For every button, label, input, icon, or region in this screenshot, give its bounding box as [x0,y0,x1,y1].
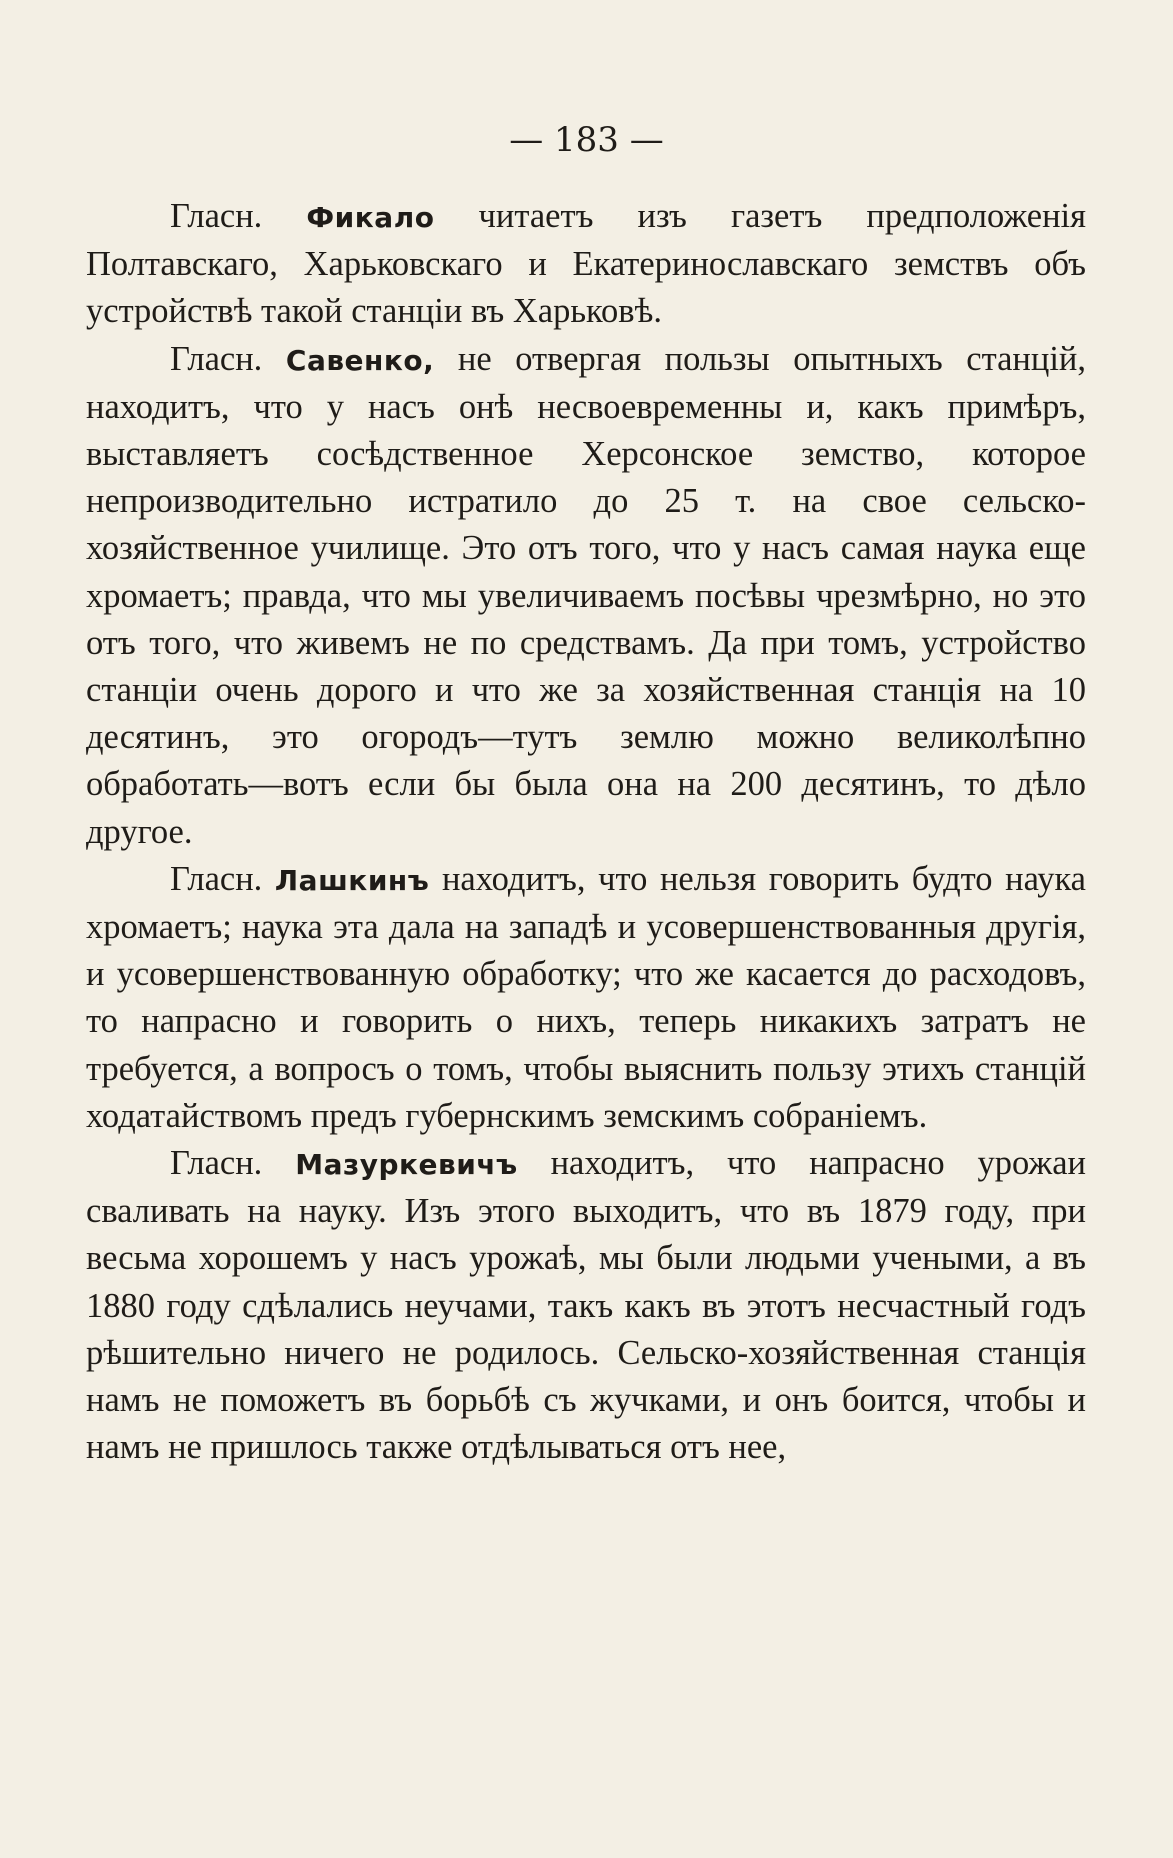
paragraph-lashkin [86,856,1086,1140]
page-number: — 183 — [509,120,664,160]
speaker-name: Лашкинъ [274,863,430,897]
speaker-name: Савенко, [285,343,435,377]
speaker-title: Гласн. [170,1144,296,1183]
paragraph-text: не отвергая пользы опытныхъ станцій, находитъ, что у насъ онѣ несвоевременны и, какъ примѣръ, выставляетъ сосѣдственное Херсонское земство, которое непроизводительно истратило до 25 т. на свое сельско-хозяйственное училище. Это отъ того, что у насъ самая наука еще хромаетъ; правда, что мы увеличиваемъ посѣвы чрезмѣрно, но это отъ того, что живемъ не по средствамъ. Да при томъ, устройство станціи очень дорого и что же за хозяйственная станція на 10 десятинъ, это огородъ—тутъ землю можно великолѣпно обработать—вотъ если бы была она на 200 десятинъ, то дѣло другое. [86,339,1087,851]
speaker-title: Гласн. [170,197,307,235]
speaker-title: Гласн. [170,339,286,378]
paragraph-fikalo [86,193,1086,336]
paragraph-text: читаетъ изъ газетъ предположенія Полтавскаго, Харьковскаго и Екатеринославскаго земствъ объ устройствѣ такой станціи въ Харьковѣ. [86,197,1087,331]
paragraph-text: находитъ, что напрасно урожаи сваливать на науку. Изъ этого выходитъ, что въ 1879 году, при весьма хорошемъ у насъ урожаѣ, мы были людьми учеными, а въ 1880 году сдѣлались неучами, такъ какъ въ этотъ несчастный годъ рѣшительно ничего не родилось. Сельско-хозяйственная станція намъ не поможетъ въ борьбѣ съ жучками, и онъ боится, чтобы и намъ не пришлось также отдѣлываться отъ нее, [86,1144,1087,1467]
paragraph-savenko [86,336,1086,856]
speaker-name: Фикало [306,201,435,234]
speaker-name: Мазуркевичъ [295,1148,518,1182]
paragraph-text: находитъ, что нельзя говорить будто наука хромаетъ; наука эта дала на западѣ и усовершенствованныя другія, и усовершенствованную обработку; что же касается до расходовъ, то напрасно и говорить о нихъ, теперь никакихъ затратъ не требуется, а вопросъ о томъ, чтобы выяснить пользу этихъ станцій ходатайствомъ предъ губернскимъ земскимъ собраніемъ. [86,859,1086,1135]
speaker-title: Гласн. [170,859,275,898]
paragraph-mazurkevich [86,1140,1086,1471]
body-text [86,193,1086,1471]
